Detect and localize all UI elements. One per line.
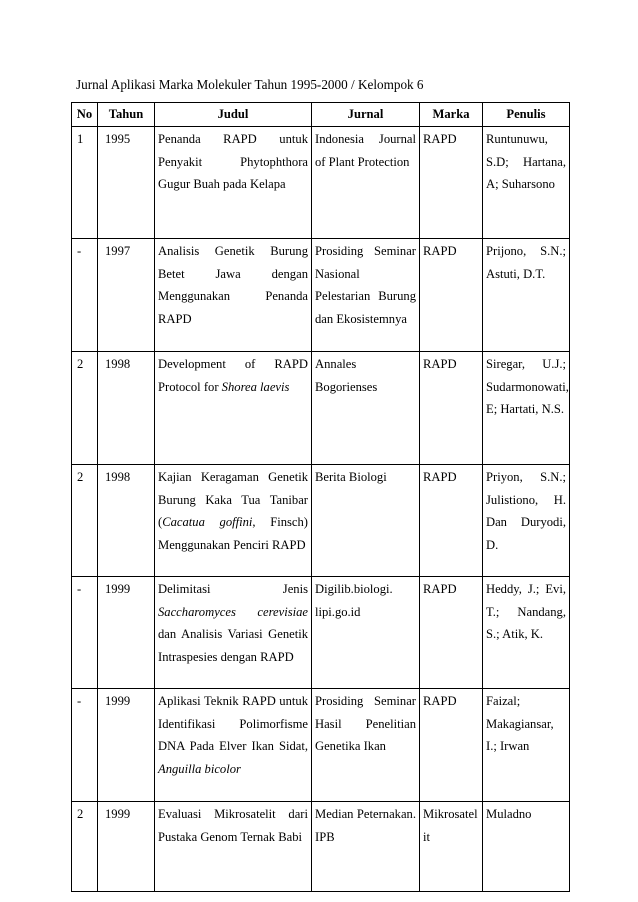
judul-text: Penanda RAPD untuk Penyakit Phytophthora Gugur Buah pada Kelapa [158, 132, 308, 192]
cell-no: - [72, 689, 98, 802]
table-body [72, 127, 570, 892]
cell-penulis: Muladno [483, 802, 570, 892]
cell-marka: RAPD [420, 577, 483, 689]
table-row [72, 352, 570, 465]
judul-italic-text: Saccharomyces cerevisiae [158, 604, 308, 619]
judul-text: Evaluasi Mikrosatelit dari Pustaka Genom Ternak Babi [158, 807, 308, 844]
cell-no: 2 [72, 465, 98, 577]
cell-marka: RAPD [420, 689, 483, 802]
table-caption: Jurnal Aplikasi Marka Molekuler Tahun 1995-2000 / Kelompok 6 [76, 77, 424, 92]
header-penulis: Penulis [483, 103, 570, 127]
cell-judul [155, 465, 312, 577]
cell-tahun: 1998 [98, 352, 155, 465]
judul-text: Analisis Genetik Burung Betet Jawa dengan Menggunakan Penanda RAPD [158, 244, 308, 326]
cell-judul [155, 127, 312, 239]
cell-penulis: Faizal; Makagiansar, I.; Irwan [483, 689, 570, 802]
cell-tahun: 1995 [98, 127, 155, 239]
table-row [72, 689, 570, 802]
cell-marka: RAPD [420, 465, 483, 577]
header-jurnal: Jurnal [312, 103, 420, 127]
cell-penulis: Heddy, J.; Evi, T.; Nandang, S.; Atik, K. [483, 577, 570, 689]
cell-marka: RAPD [420, 239, 483, 352]
cell-no: 2 [72, 352, 98, 465]
judul-text: , Finsch) Menggunakan Penciri RAPD [158, 515, 308, 552]
header-row [72, 103, 570, 127]
judul-italic-text: Shorea laevis [221, 379, 290, 394]
cell-penulis: Priyon, S.N.; Julistiono, H. Dan Duryodi, D. [483, 465, 570, 577]
cell-penulis: Prijono, S.N.; Astuti, D.T. [483, 239, 570, 352]
cell-marka: Mikrosatelit [420, 802, 483, 892]
cell-judul [155, 239, 312, 352]
header-marka: Marka [420, 103, 483, 127]
cell-jurnal: Digilib.biologi. lipi.go.id [312, 577, 420, 689]
cell-tahun: 1997 [98, 239, 155, 352]
cell-jurnal: Prosiding Seminar Hasil Penelitian Genetika Ikan [312, 689, 420, 802]
header-judul: Judul [155, 103, 312, 127]
cell-jurnal: Median Peternakan. IPB [312, 802, 420, 892]
table-row [72, 239, 570, 352]
header-no: No [72, 103, 98, 127]
header-tahun: Tahun [98, 103, 155, 127]
judul-italic-text: Anguilla bicolor [158, 761, 241, 776]
cell-jurnal: Annales Bogorienses [312, 352, 420, 465]
cell-tahun: 1998 [98, 465, 155, 577]
journal-table [71, 102, 570, 892]
cell-judul [155, 802, 312, 892]
table-row [72, 802, 570, 892]
judul-italic-text: Cacatua goffini [162, 515, 253, 530]
cell-marka: RAPD [420, 352, 483, 465]
table-row [72, 577, 570, 689]
cell-no: - [72, 239, 98, 352]
cell-jurnal: Berita Biologi [312, 465, 420, 577]
judul-text: Aplikasi Teknik RAPD untuk Identifikasi Polimorfisme DNA Pada Elver Ikan Sidat, [158, 694, 308, 754]
judul-text: Development of RAPD Protocol for [158, 357, 308, 394]
judul-text: Kajian Keragaman Genetik Burung Kaka Tua Tanibar ( [158, 470, 308, 530]
cell-penulis: Siregar, U.J.; Sudarmonowati, E; Hartati, N.S. [483, 352, 570, 465]
cell-jurnal: Prosiding Seminar Nasional Pelestarian Burung dan Ekosistemnya [312, 239, 420, 352]
judul-text: Delimitasi Jenis [158, 582, 308, 596]
cell-tahun: 1999 [98, 802, 155, 892]
cell-jurnal: Indonesia Journal of Plant Protection [312, 127, 420, 239]
cell-tahun: 1999 [98, 577, 155, 689]
cell-no: 1 [72, 127, 98, 239]
cell-judul [155, 577, 312, 689]
cell-no: 2 [72, 802, 98, 892]
cell-marka: RAPD [420, 127, 483, 239]
table-row [72, 127, 570, 239]
cell-judul [155, 352, 312, 465]
table-row [72, 465, 570, 577]
cell-penulis: Runtunuwu, S.D; Hartana, A; Suharsono [483, 127, 570, 239]
cell-no: - [72, 577, 98, 689]
judul-text: dan Analisis Variasi Genetik Intraspesies dengan RAPD [158, 627, 308, 664]
cell-tahun: 1999 [98, 689, 155, 802]
cell-judul [155, 689, 312, 802]
